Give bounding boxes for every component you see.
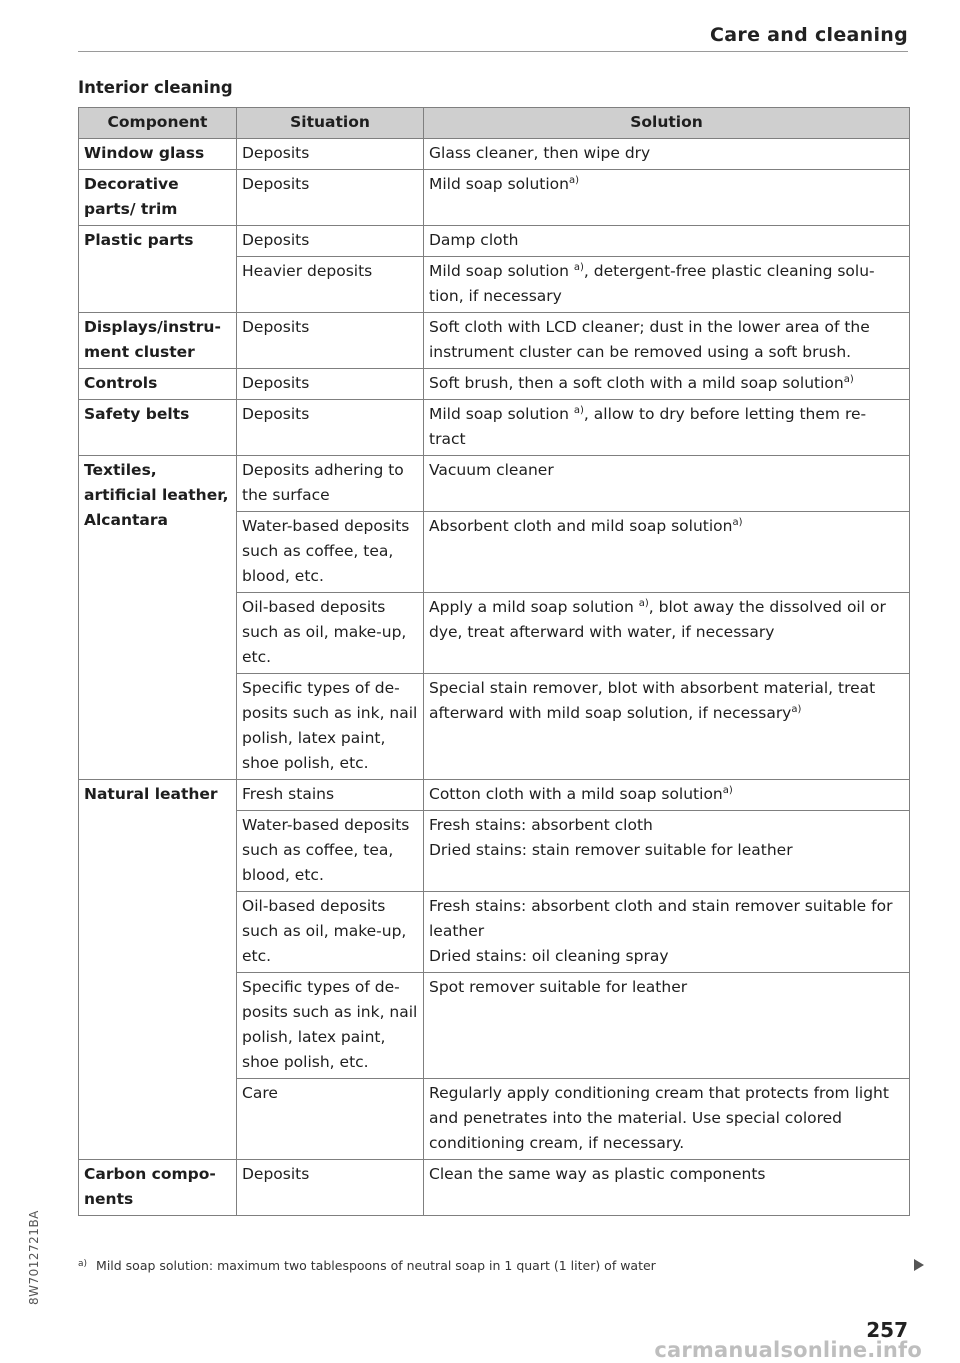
solution-cell — [424, 811, 910, 892]
solution-text: Glass cleaner, then wipe dry — [429, 144, 651, 162]
solution-cell — [424, 1079, 910, 1160]
solution-text: Absorbent cloth and mild soap solution — [429, 517, 733, 535]
solution-text: Soft brush, then a soft cloth with a mild soap solution — [429, 374, 844, 392]
situation-cell: Deposits — [237, 1160, 424, 1216]
component-cell: Displays/instru- ment cluster — [79, 313, 237, 369]
solution-cell — [424, 456, 910, 512]
solution-text: , detergent-free plastic cleaning solu- tion, if necessary — [429, 262, 875, 305]
situation-cell: Deposits — [237, 313, 424, 369]
situation-cell: Care — [237, 1079, 424, 1160]
table-row — [79, 1160, 910, 1216]
solution-cell — [424, 139, 910, 170]
footnote-marker: a) — [638, 598, 649, 609]
component-cell: Plastic parts — [79, 226, 237, 313]
solution-text: Mild soap solution — [429, 175, 569, 193]
situation-cell: Specific types of de- posits such as ink, nail polish, latex paint, shoe polish, etc. — [237, 973, 424, 1079]
solution-text: Vacuum cleaner — [429, 461, 554, 479]
component-cell: Controls — [79, 369, 237, 400]
situation-cell: Fresh stains — [237, 780, 424, 811]
table-row — [79, 139, 910, 170]
solution-cell — [424, 369, 910, 400]
watermark: carmanualsonline.info — [654, 1338, 922, 1362]
solution-cell — [424, 674, 910, 780]
solution-line: Fresh stains: absorbent cloth — [429, 816, 653, 834]
situation-cell: Oil-based deposits such as oil, make-up, etc. — [237, 593, 424, 674]
situation-cell: Deposits — [237, 139, 424, 170]
solution-text: Cotton cloth with a mild soap solution — [429, 785, 723, 803]
component-cell: Window glass — [79, 139, 237, 170]
footnote-marker: a) — [722, 785, 733, 796]
footnote-marker: a) — [573, 405, 584, 416]
component-cell: Natural leather — [79, 780, 237, 1160]
column-header-component: Component — [79, 108, 237, 139]
solution-text: Regularly apply conditioning cream that protects from light and penetrates into the material. Use special colored conditioning cream, if necessary. — [429, 1084, 889, 1152]
continue-arrow-icon — [914, 1259, 924, 1271]
situation-cell: Deposits — [237, 226, 424, 257]
solution-cell — [424, 226, 910, 257]
component-cell: Safety belts — [79, 400, 237, 456]
footnote-marker: a) — [573, 262, 584, 273]
footnote-marker: a) — [843, 374, 854, 385]
table-row — [79, 226, 910, 257]
situation-cell: Specific types of de- posits such as ink, nail polish, latex paint, shoe polish, etc. — [237, 674, 424, 780]
solution-line: Dried stains: stain remover suitable for leather — [429, 841, 793, 859]
situation-cell: Heavier deposits — [237, 257, 424, 313]
solution-cell — [424, 1160, 910, 1216]
header-divider — [78, 51, 908, 52]
interior-cleaning-table — [78, 107, 910, 1216]
solution-text: Apply a mild soap solution — [429, 598, 639, 616]
table-row — [79, 400, 910, 456]
situation-cell: Deposits — [237, 369, 424, 400]
footnote-text: Mild soap solution: maximum two tablespoons of neutral soap in 1 quart (1 liter) of water — [96, 1258, 656, 1273]
table-row — [79, 369, 910, 400]
situation-cell: Deposits — [237, 400, 424, 456]
footnote-marker: a) — [791, 704, 802, 715]
solution-text: , allow to dry before letting them re- tract — [429, 405, 867, 448]
solution-cell — [424, 780, 910, 811]
situation-cell: Deposits — [237, 170, 424, 226]
footnote-marker: a) — [78, 1259, 88, 1269]
solution-text: , blot away the dissolved oil or dye, treat afterward with water, if necessary — [429, 598, 886, 641]
solution-text: Mild soap solution — [429, 262, 574, 280]
solution-cell — [424, 257, 910, 313]
component-cell: Decorative parts/ trim — [79, 170, 237, 226]
column-header-solution: Solution — [424, 108, 910, 139]
table-header-row — [79, 108, 910, 139]
page-number: 257 — [866, 1318, 908, 1342]
table-row — [79, 170, 910, 226]
document-code: 8W7012721BA — [27, 1210, 41, 1305]
solution-cell — [424, 593, 910, 674]
situation-cell: Water-based deposits such as coffee, tea, blood, etc. — [237, 512, 424, 593]
solution-text: Mild soap solution — [429, 405, 574, 423]
page-header-title: Care and cleaning — [710, 24, 908, 46]
solution-cell — [424, 400, 910, 456]
solution-text: Spot remover suitable for leather — [429, 978, 688, 996]
column-header-situation: Situation — [237, 108, 424, 139]
solution-cell — [424, 170, 910, 226]
situation-cell: Deposits adhering to the surface — [237, 456, 424, 512]
footnote-marker: a) — [732, 517, 743, 528]
footnote — [78, 1258, 656, 1273]
solution-text: Damp cloth — [429, 231, 519, 249]
situation-cell: Oil-based deposits such as oil, make-up, etc. — [237, 892, 424, 973]
solution-text: Special stain remover, blot with absorbent material, treat afterward with mild soap solution, if necessary — [429, 679, 876, 722]
solution-text: Clean the same way as plastic components — [429, 1165, 766, 1183]
component-cell: Textiles, artificial leather, Alcantara — [79, 456, 237, 780]
table-row — [79, 780, 910, 811]
table-row — [79, 456, 910, 512]
footnote-marker: a) — [568, 175, 579, 186]
solution-cell — [424, 512, 910, 593]
table-row — [79, 313, 910, 369]
solution-cell — [424, 892, 910, 973]
situation-cell: Water-based deposits such as coffee, tea, blood, etc. — [237, 811, 424, 892]
solution-text: Soft cloth with LCD cleaner; dust in the lower area of the instrument cluster can be removed using a soft brush. — [429, 318, 870, 361]
solution-cell — [424, 313, 910, 369]
component-cell: Carbon compo- nents — [79, 1160, 237, 1216]
solution-line: Fresh stains: absorbent cloth and stain remover suitable for leather — [429, 897, 893, 940]
solution-line: Dried stains: oil cleaning spray — [429, 947, 669, 965]
section-title: Interior cleaning — [78, 78, 233, 97]
solution-cell — [424, 973, 910, 1079]
